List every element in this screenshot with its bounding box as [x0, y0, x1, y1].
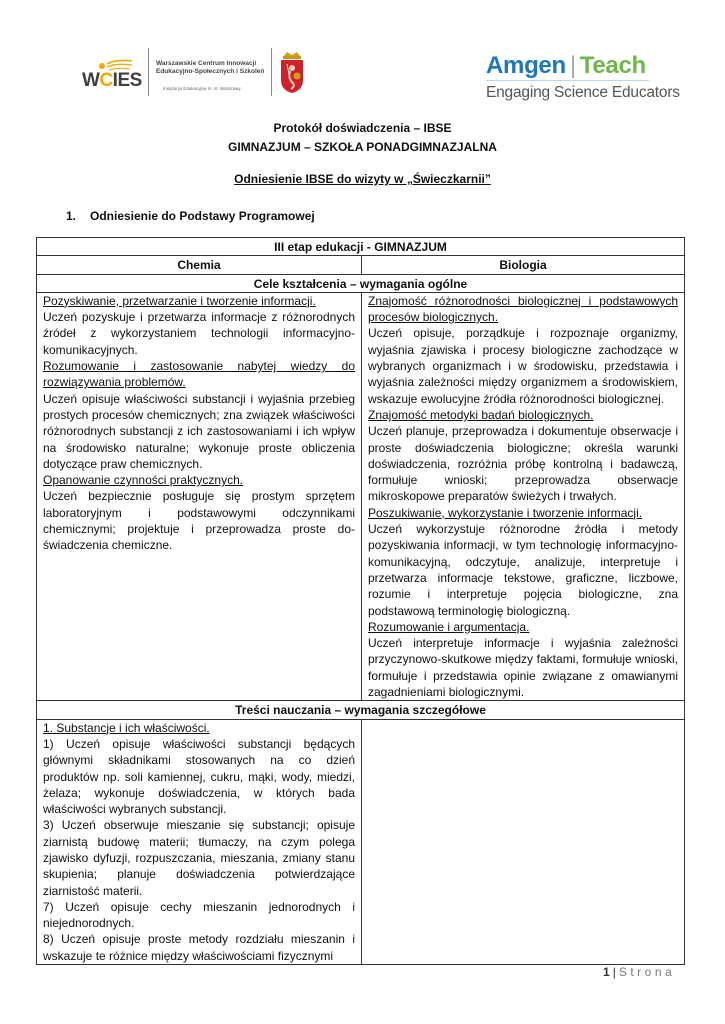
amgen-tagline: Engaging Science Educators — [486, 84, 680, 101]
requirement-item: 1) Uczeń opisuje właściwości substancji będących głównymi składnikami stosowanych na co dzień produktów np. soli kamiennej, cukru, mąki, wody, miedzi, żelaza; wykonuje doświadczenia, w których bada właściwości wybranych substancji. — [43, 736, 355, 817]
org-name: Warszawskie Centrum Innowacji Edukacyjno-Społecznych i Szkoleń — [156, 60, 265, 75]
org-subtitle: Instytucja Edukacyjna m. st. Warszawy — [163, 86, 241, 91]
document-title-level: GIMNAZJUM – SZKOŁA PONADGIMNAZJALNA — [228, 140, 497, 154]
requirement-text: Uczeń interpretuje informacje i wyjaśnia zależności przyczynowo-skutkowe między faktami, formułuje wnioski, formułuje i przedstawia opinie związane z omawianymi zagadnieniami biologicznymi. — [368, 636, 679, 700]
amgen-teach-logo: Amgen | Teach — [486, 52, 646, 79]
detailed-requirements-biologia — [362, 719, 685, 964]
page-number: 1 — [603, 965, 610, 979]
requirement-text: Uczeń pozyskuje i przetwarza informacje z różnorodnych źródeł z wykorzystaniem technologii informacyjno-komunikacyjnych. — [43, 310, 355, 357]
requirement-text: Uczeń wykorzystuje różnorodne źródła i metody pozyskiwania informacji, w tym technologię informacyjno-komunikacyjną, odczytuje, analizuje, interpretuje i przetwarza informacje tekstowe, graficzne, liczbowe, rozumie i interpretuje pojęcia biologiczne, zna podstawową terminologię biologiczną. — [368, 522, 679, 618]
detailed-requirements-header: Treści nauczania – wymagania szczegółowe — [37, 701, 685, 719]
document-title: Protokół doświadczenia – IBSE — [273, 121, 452, 135]
requirement-text: Uczeń opisuje, porządkuje i rozpoznaje organizmy, wyjaśnia zjawiska i procesy biologiczne zachodzące w wybranych organizmach i w środowisku, przedstawia i wyjaśnia zależności między organizmem a środowiskiem, wskazuje ewolucyjne źródła różnorodności biologicznej. — [368, 326, 679, 406]
stage-header: III etap edukacji - GIMNAZJUM — [37, 238, 685, 256]
logo-underline — [486, 80, 649, 81]
requirement-text: Uczeń bezpiecznie posługuje się prostym sprzętem laboratoryjnym i podstawowymi odczynnikami chemicznymi; projektuje i przeprowadza proste do-świadczenia chemiczne. — [43, 489, 355, 553]
requirement-heading: Znajomość różnorodności biologicznej i podstawowych procesów biologicznych. — [368, 293, 679, 325]
warsaw-crest-icon — [278, 50, 306, 94]
general-requirements-biologia — [362, 292, 685, 700]
detailed-requirements-chemia — [37, 719, 362, 964]
column-header-biologia: Biologia — [362, 256, 685, 274]
column-header-chemia: Chemia — [37, 256, 362, 274]
curriculum-table — [36, 237, 685, 965]
requirement-heading: Poszukiwanie, wykorzystanie i tworzenie informacji. — [368, 505, 643, 520]
topic-heading: 1. Substancje i ich właściwości. — [43, 720, 210, 735]
document-subtitle: Odniesienie IBSE do wizyty w „Świeczkarnii” — [234, 172, 491, 186]
general-requirements-header: Cele kształcenia – wymagania ogólne — [37, 274, 685, 292]
logo-divider — [271, 48, 272, 96]
requirement-heading: Pozyskiwanie, przetwarzanie i tworzenie informacji. — [43, 293, 316, 308]
requirement-heading: Rozumowanie i argumentacja. — [368, 619, 530, 634]
requirement-text: Uczeń planuje, przeprowadza i dokumentuje obserwacje i proste doświadczenia biologiczne; określa warunki doświadczenia, rozróżnia próbę kontrolną i badawczą, formułuje wnioski; przeprowadza obserwacje mikroskopowe preparatów świeżych i trwałych. — [368, 424, 679, 504]
requirement-item: 3) Uczeń obserwuje mieszanie się substancji; opisuje ziarnistą budowę materii; tłumaczy, na czym polega zjawisko dyfuzji, rozpuszczania, mieszania, zmiany stanu skupienia; planuje doświadczenia potwierdzające ziarnistość materii. — [43, 818, 355, 898]
requirement-item: 8) Uczeń opisuje proste metody rozdziału mieszanin i wskazuje te różnice między właściwościami fizycznymi — [43, 932, 355, 963]
page-footer: 1 | Strona — [603, 965, 676, 979]
wcies-wordmark: WCIES — [82, 70, 142, 91]
requirement-heading: Opanowanie czynności praktycznych. — [43, 473, 244, 488]
section-heading: 1. Odniesienie do Podstawy Programowej — [66, 209, 315, 223]
requirement-item: 7) Uczeń opisuje cechy mieszanin jednorodnych i niejednorodnych. — [43, 899, 355, 931]
requirement-heading: Rozumowanie i zastosowanie nabytej wiedzy do rozwiązywania problemów. — [43, 359, 355, 390]
wcies-logo — [82, 58, 142, 94]
requirement-text: Uczeń opisuje właściwości substancji i wyjaśnia przebieg prostych procesów chemicznych; zna związek właściwości różnorodnych substancji z ich zastosowaniami i ich wpływ na środowisko naturalne; wykonuje proste obliczenia dotyczące praw chemicznych. — [43, 391, 355, 471]
page-label: Strona — [618, 965, 676, 979]
general-requirements-chemia — [37, 292, 362, 700]
logo-divider — [148, 48, 149, 96]
requirement-heading: Znajomość metodyki badań biologicznych. — [368, 407, 594, 422]
